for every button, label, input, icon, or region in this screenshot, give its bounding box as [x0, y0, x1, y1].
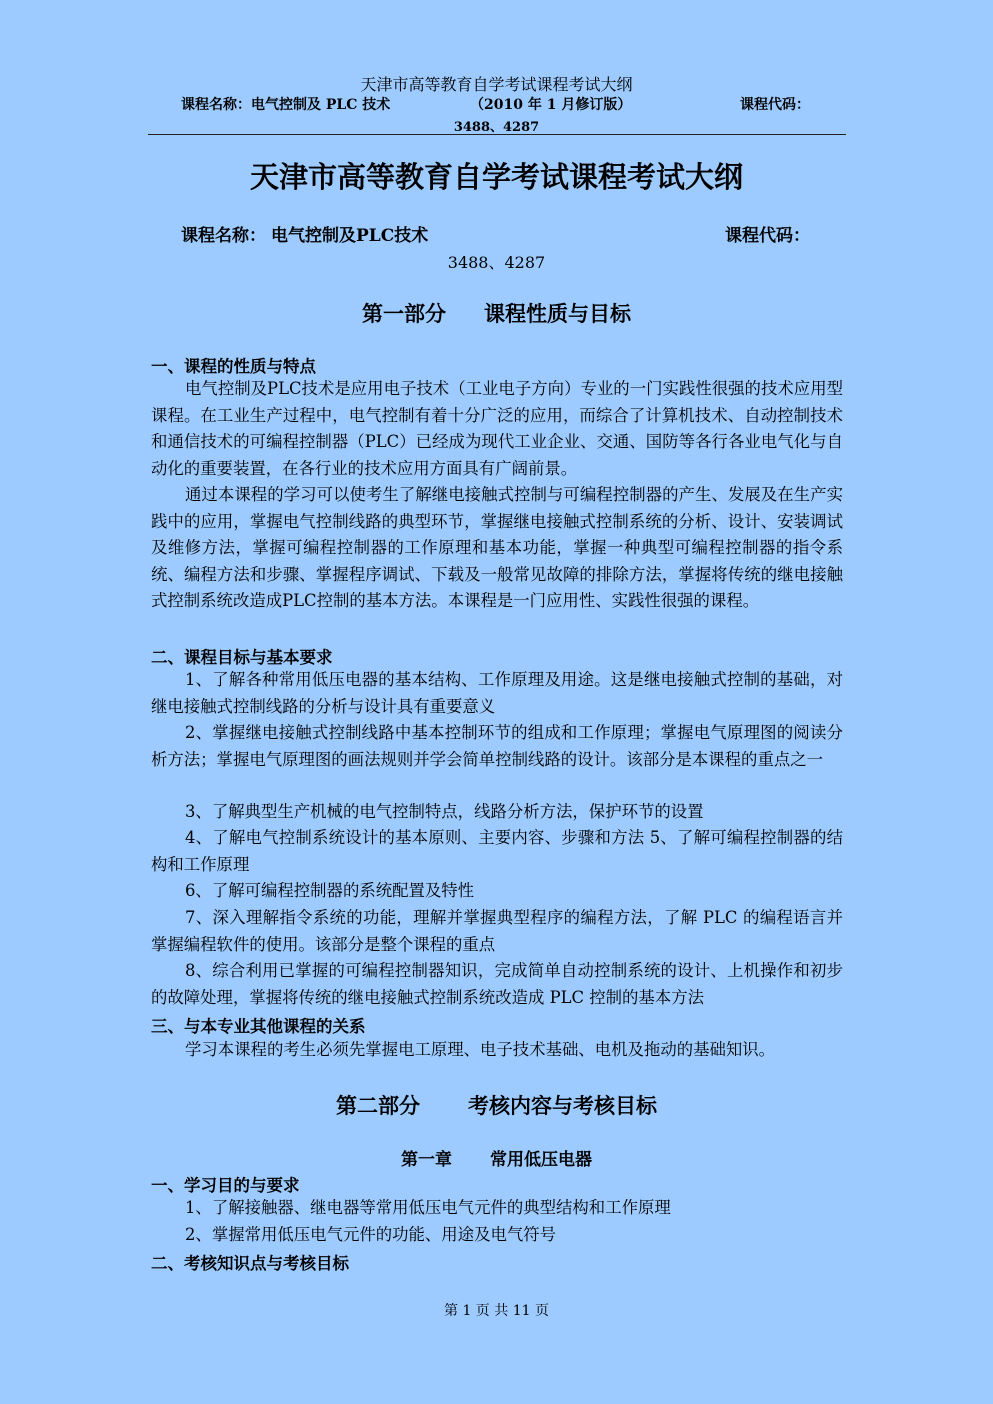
part1-goal-item: 6、了解可编程控制器的系统配置及特性: [185, 881, 475, 900]
running-header-course-name: 课程名称：电气控制及 PLC 技术: [181, 97, 391, 113]
chapter-title: 常用低压电器: [490, 1150, 592, 1170]
header-divider: [148, 134, 846, 135]
part1-goal-item: 8、综合利用已掌握的可编程控制器知识，完成简单自动控制系统的设计、上机操作和初步的故障处理，掌握将传统的继电接触式控制系统改造成 PLC 控制的基本方法: [151, 961, 843, 1007]
part2-title: 考核内容与考核目标: [468, 1094, 657, 1118]
part2-number: 第二部分: [336, 1094, 420, 1118]
page-number-footer: 第 1 页 共 11 页: [444, 1303, 549, 1319]
part1-goal-item: 3、了解典型生产机械的电气控制特点，线路分析方法，保护环节的设置: [185, 802, 704, 821]
part1-number: 第一部分: [362, 302, 446, 326]
chapter-heading: [0, 1145, 993, 1170]
course-name-value: 电气控制及PLC技术: [271, 226, 429, 246]
part1-goal-item: 2、掌握继电接触式控制线路中基本控制环节的组成和工作原理；掌握电气原理图的阅读分析方法；掌握电气原理图的画法规则并学会简单控制线路的设计。该部分是本课程的重点之一: [151, 723, 843, 769]
part1-section1-title: 一、课程的性质与特点: [151, 357, 316, 376]
part1-goal-item: 1、了解各种常用低压电器的基本结构、工作原理及用途。这是继电接触式控制的基础，对继电接触式控制线路的分析与设计具有重要意义: [151, 670, 843, 716]
part2-requirement-item: 2、掌握常用低压电气元件的功能、用途及电气符号: [185, 1225, 557, 1244]
part2-heading: [0, 1090, 993, 1120]
chapter-number: 第一章: [401, 1150, 452, 1170]
running-header-code-value: 3488、4287: [453, 120, 540, 135]
course-name-label: 课程名称：: [181, 226, 266, 246]
part1-section2-title: 二、课程目标与基本要求: [151, 648, 333, 667]
part1-heading: [0, 298, 993, 328]
course-code-value: 3488、4287: [447, 253, 546, 272]
part1-section3-title: 三、与本专业其他课程的关系: [151, 1017, 366, 1036]
part1-goal-item: 7、深入理解指令系统的功能，理解并掌握典型程序的编程方法，了解 PLC 的编程语言并掌握编程软件的使用。该部分是整个课程的重点: [151, 908, 843, 954]
part1-section1-paragraph2: 通过本课程的学习可以使考生了解继电接触式控制与可编程控制器的产生、发展及在生产实践中的应用，掌握电气控制线路的典型环节，掌握继电接触式控制系统的分析、设计、安装调试及维修方法，掌握可编程控制器的工作原理和基本功能，掌握一种典型可编程控制器的指令系统、编程方法和步骤、掌握程序调试、下载及一般常见故障的排除方法，掌握将传统的继电接触式控制系统改造成PLC控制的基本方法。本课程是一门应用性、实践性很强的课程。: [151, 485, 843, 610]
part1-section3-paragraph: 学习本课程的考生必须先掌握电工原理、电子技术基础、电机及拖动的基础知识。: [185, 1040, 776, 1059]
page-title: 天津市高等教育自学考试课程考试大纲: [249, 160, 743, 194]
part2-section1-title: 一、学习目的与要求: [151, 1176, 300, 1195]
part2-section2-title: 二、考核知识点与考核目标: [151, 1254, 349, 1273]
part1-title: 课程性质与目标: [484, 302, 631, 326]
part1-section1-paragraph1: 电气控制及PLC技术是应用电子技术（工业电子方向）专业的一门实践性很强的技术应用型课程。在工业生产过程中，电气控制有着十分广泛的应用，而综合了计算机技术、自动控制技术和通信技术的可编程控制器（PLC）已经成为现代工业企业、交通、国防等各行各业电气化与自动化的重要装置，在各行业的技术应用方面具有广阔前景。: [151, 379, 843, 478]
part2-requirement-item: 1、了解接触器、继电器等常用低压电气元件的典型结构和工作原理: [185, 1198, 671, 1217]
running-header-revision: （2010 年 1 月修订版）: [470, 97, 632, 113]
part1-goal-item: 4、了解电气控制系统设计的基本原则、主要内容、步骤和方法 5、了解可编程控制器的结构和工作原理: [151, 828, 843, 874]
course-code-label: 课程代码：: [725, 226, 810, 246]
running-header-code-label: 课程代码：: [740, 97, 810, 113]
running-header-title: 天津市高等教育自学考试课程考试大纲: [360, 75, 633, 94]
